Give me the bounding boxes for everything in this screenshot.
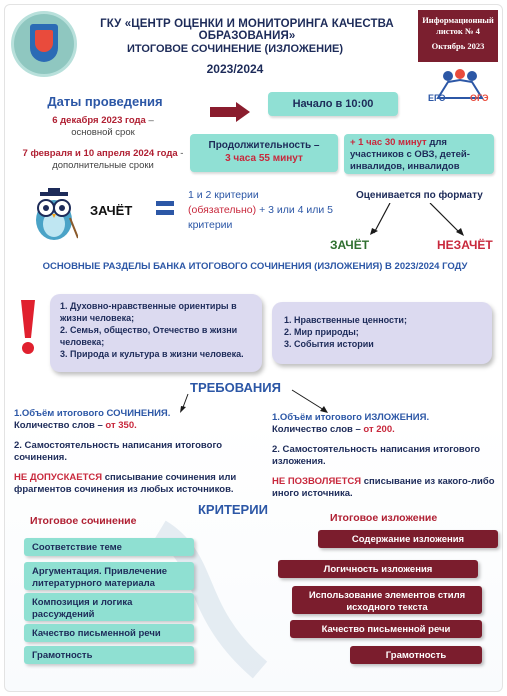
exposition-word-count-label: Количество слов –	[272, 424, 364, 435]
essay-volume-title: 1.Объём итогового СОЧИНЕНИЯ.	[14, 408, 171, 419]
requirements-title: ТРЕБОВАНИЯ	[190, 380, 281, 395]
main-date-line	[18, 115, 188, 139]
ege-logo-text: ЕГЭ	[428, 93, 446, 103]
document-title: ИТОГОВОЕ СОЧИНЕНИЕ (ИЗЛОЖЕНИЕ)	[126, 43, 343, 55]
exposition-criterion-5: Грамотность	[350, 646, 482, 664]
start-time-box: Начало в 10:00	[268, 92, 398, 116]
format-label: Оценивается по формату	[356, 190, 483, 201]
fail-label: НЕЗАЧЁТ	[437, 238, 493, 252]
essay-criteria-heading: Итоговое сочинение	[30, 515, 137, 527]
exposition-volume-title: 1.Объём итогового ИЗЛОЖЕНИЯ.	[272, 412, 430, 423]
format-arrows-icon	[360, 203, 490, 237]
pass-label: ЗАЧЁТ	[330, 238, 370, 252]
essay-criterion-3: Композиция и логика рассуждений	[24, 593, 194, 621]
sections-left-box	[50, 294, 262, 372]
academic-year: 2023/2024	[206, 62, 264, 76]
exposition-independence: 2. Самостоятельность написания итогового изложения.	[272, 444, 481, 467]
essay-warning: НЕ ДОПУСКАЕТСЯ	[14, 472, 103, 483]
duration-label: Продолжительность –	[208, 140, 320, 151]
extra-time-box	[344, 134, 494, 174]
main-date: 6 декабря 2023 года	[52, 115, 146, 126]
extra-time-note: для участников с ОВЗ, детей-инвалидов, инвалидов	[350, 137, 470, 172]
essay-word-count: от 350.	[105, 420, 137, 431]
requirements-exposition	[272, 412, 496, 508]
info-sheet-badge	[418, 10, 498, 62]
requirements-essay	[14, 408, 254, 504]
owl-icon	[30, 188, 78, 242]
exposition-warning-text: списывание из какого-либо иного источника.	[272, 476, 495, 499]
section-left-item: 2. Семья, общество, Отечество в жизни человека;	[60, 325, 238, 347]
info-line-3: Октябрь 2023	[431, 41, 485, 51]
criteria-title: КРИТЕРИИ	[198, 502, 268, 517]
dates-title: Даты проведения	[47, 94, 163, 109]
ege-oge-logo-icon	[422, 68, 498, 104]
essay-criterion-2: Аргументация. Привлечение литературного материала	[24, 562, 194, 590]
exclamation-icon	[18, 298, 38, 356]
exposition-criterion-4: Качество письменной речи	[290, 620, 482, 638]
essay-criterion-1: Соответствие теме	[24, 538, 194, 556]
exposition-criterion-2: Логичность изложения	[278, 560, 478, 578]
extra-dates-line	[18, 148, 188, 172]
exposition-warning: НЕ ПОЗВОЛЯЕТСЯ	[272, 476, 362, 487]
essay-warning-text: списывание сочинения или фрагментов сочинения из любых источников.	[14, 472, 237, 495]
section-right-item: 2. Мир природы;	[284, 327, 359, 337]
exposition-word-count: от 200.	[363, 424, 395, 435]
equals-icon	[156, 197, 174, 219]
essay-independence: 2. Самостоятельность написания итогового сочинения.	[14, 440, 223, 463]
exposition-criterion-3: Использование элементов стиля исходного текста	[292, 586, 482, 614]
exposition-criterion-1: Содержание изложения	[318, 530, 498, 548]
main-date-note: основной срок	[71, 127, 135, 138]
emblem-inner-icon	[35, 30, 53, 52]
criteria-part-1: 1 и 2 критерии	[188, 189, 259, 201]
info-line-1: Информационный	[422, 15, 494, 25]
essay-criterion-4: Качество письменной речи	[24, 624, 194, 642]
info-line-2: листок № 4	[436, 26, 480, 36]
criteria-part-3: + 3 или 4 или 5 критерии	[188, 204, 334, 231]
extra-dates-note: - дополнительные сроки	[52, 148, 184, 171]
zachet-criteria-text	[188, 188, 348, 233]
essay-word-count-label: Количество слов –	[14, 420, 106, 431]
criteria-part-2: (обязательно)	[188, 204, 257, 216]
section-right-item: 1. Нравственные ценности;	[284, 315, 407, 325]
extra-dates: 7 февраля и 10 апреля 2024 года	[22, 148, 178, 159]
duration-box	[190, 134, 338, 172]
main-date-dash: –	[145, 115, 154, 126]
section-left-item: 1. Духовно-нравственные ориентиры в жизни человека;	[60, 301, 237, 323]
extra-time-value: + 1 час 30 минут	[350, 137, 427, 148]
essay-criterion-5: Грамотность	[24, 646, 194, 664]
zachet-label: ЗАЧЁТ	[90, 203, 133, 218]
section-left-item: 3. Природа и культура в жизни человека.	[60, 349, 244, 359]
exposition-criteria-heading: Итоговое изложение	[330, 512, 438, 524]
sections-right-box	[272, 302, 492, 364]
org-title: ГКУ «ЦЕНТР ОЦЕНКИ И МОНИТОРИНГА КАЧЕСТВА ОБРАЗОВАНИЯ»	[100, 18, 394, 42]
sections-title: ОСНОВНЫЕ РАЗДЕЛЫ БАНКА ИТОГОВОГО СОЧИНЕНИЯ (ИЗЛОЖЕНИЯ) В 2023/2024 ГОДУ	[42, 261, 468, 272]
arrow-right-icon	[210, 102, 250, 122]
oge-logo-text: ОГЭ	[470, 93, 489, 103]
section-right-item: 3. События истории	[284, 339, 374, 349]
duration-value: 3 часа 55 минут	[225, 153, 303, 164]
